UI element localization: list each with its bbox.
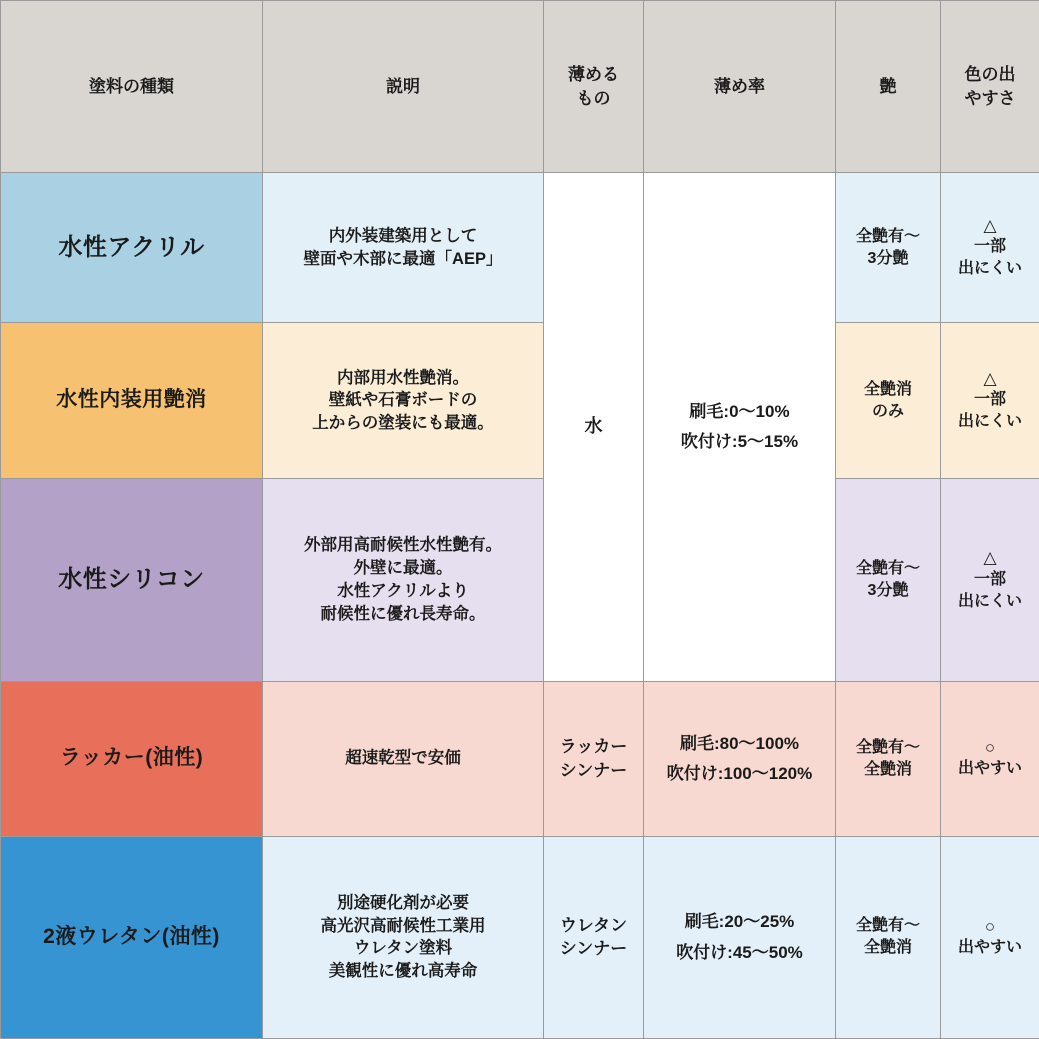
color-ease-line: 出やすい [957, 939, 1022, 956]
description-line: 超速乾型で安価 [345, 749, 461, 768]
thinner-line: ラッカー [559, 737, 628, 757]
thinner-value [544, 836, 644, 1038]
ratio-line: 刷毛:80〜100% [679, 733, 800, 753]
column-header-dilution-ratio: 薄め率 [644, 1, 836, 173]
column-header-paint-type: 塗料の種類 [1, 1, 263, 173]
gloss-line: 全艶消 [863, 760, 912, 778]
color-ease-line: 一部 [973, 570, 1006, 588]
description-line: 水性アクリルより [337, 581, 469, 600]
gloss-value [836, 173, 941, 323]
table-header-row [1, 1, 1039, 173]
column-header-color-ease-line2: やすさ [964, 88, 1016, 108]
gloss-line: 全艶消 [863, 380, 912, 398]
thinner-line: ウレタン [559, 915, 628, 935]
color-ease-line: 一部 [973, 391, 1006, 409]
dilution-ratio-value [644, 681, 836, 836]
gloss-line: 3分艶 [867, 249, 909, 267]
paint-type-name: 2液ウレタン(油性) [1, 836, 263, 1038]
ratio-line: 吹付け:45〜50% [676, 942, 803, 962]
description-line: 耐候性に優れ長寿命。 [320, 604, 486, 623]
description-line: 美観性に優れ高寿命 [328, 962, 478, 981]
gloss-line: 全艶有〜 [855, 227, 920, 245]
gloss-line: 3分艶 [867, 581, 909, 599]
thinner-water: 水 [544, 173, 644, 682]
description-line: 内外装建築用として [328, 226, 478, 245]
table-row [1, 323, 1039, 479]
table-row [1, 836, 1039, 1038]
description-line: 別途硬化剤が必要 [337, 893, 469, 912]
gloss-line: のみ [871, 402, 904, 420]
thinner-value [544, 681, 644, 836]
description-line: 外部用高耐候性水性艶有。 [304, 536, 502, 555]
color-ease-mark: △ [983, 215, 997, 235]
table-row [1, 479, 1039, 681]
dilution-ratio-water [644, 173, 836, 682]
ratio-line: 刷毛:0〜10% [689, 401, 790, 421]
color-ease-line: 出にくい [957, 260, 1022, 278]
dilution-ratio-value [644, 836, 836, 1038]
gloss-value [836, 836, 941, 1038]
ratio-line: 吹付け:5〜15% [680, 432, 799, 452]
table-row [1, 681, 1039, 836]
color-ease-mark: ○ [984, 738, 996, 758]
gloss-value [836, 479, 941, 681]
gloss-line: 全艶有〜 [855, 559, 920, 577]
description-line: 上からの塗装にも最適。 [312, 414, 494, 433]
thinner-line: シンナー [559, 939, 628, 959]
ratio-line: 刷毛:20〜25% [684, 912, 795, 932]
paint-description [263, 173, 544, 323]
color-ease-line: 出にくい [957, 592, 1022, 610]
paint-type-name: 水性アクリル [1, 173, 263, 323]
color-ease-mark: △ [983, 548, 997, 568]
description-line: ウレタン塗料 [353, 939, 453, 958]
color-ease-value [941, 173, 1039, 323]
column-header-thinner [544, 1, 644, 173]
table-row [1, 173, 1039, 323]
gloss-value [836, 323, 941, 479]
color-ease-mark: △ [983, 369, 997, 389]
gloss-line: 全艶有〜 [855, 738, 920, 756]
paint-description [263, 479, 544, 681]
paint-type-name: 水性シリコン [1, 479, 263, 681]
description-line: 壁紙や石膏ボードの [328, 391, 478, 410]
gloss-value [836, 681, 941, 836]
color-ease-line: 一部 [973, 238, 1006, 256]
gloss-line: 全艶消 [863, 939, 912, 957]
paint-type-name: 水性内装用艶消 [1, 323, 263, 479]
color-ease-value [941, 479, 1039, 681]
description-line: 高光沢高耐候性工業用 [320, 916, 486, 935]
description-line: 内部用水性艶消。 [337, 368, 469, 387]
color-ease-value [941, 836, 1039, 1038]
column-header-description: 説明 [263, 1, 544, 173]
color-ease-line: 出にくい [957, 413, 1022, 431]
column-header-gloss: 艶 [836, 1, 941, 173]
color-ease-line: 出やすい [957, 760, 1022, 778]
paint-type-name: ラッカー(油性) [1, 681, 263, 836]
color-ease-value [941, 681, 1039, 836]
column-header-color-ease [941, 1, 1039, 173]
column-header-thinner-line2: もの [576, 88, 611, 108]
paint-description [263, 681, 544, 836]
gloss-line: 全艶有〜 [855, 917, 920, 935]
paint-description [263, 836, 544, 1038]
column-header-thinner-line1: 薄める [568, 65, 619, 85]
description-line: 壁面や木部に最適「AEP」 [303, 249, 503, 268]
description-line: 外壁に最適。 [353, 559, 453, 578]
paint-description [263, 323, 544, 479]
column-header-color-ease-line1: 色の出 [964, 65, 1016, 85]
thinner-line: シンナー [559, 760, 628, 780]
ratio-line: 吹付け:100〜120% [666, 764, 813, 784]
color-ease-value [941, 323, 1039, 479]
color-ease-mark: ○ [984, 916, 996, 936]
